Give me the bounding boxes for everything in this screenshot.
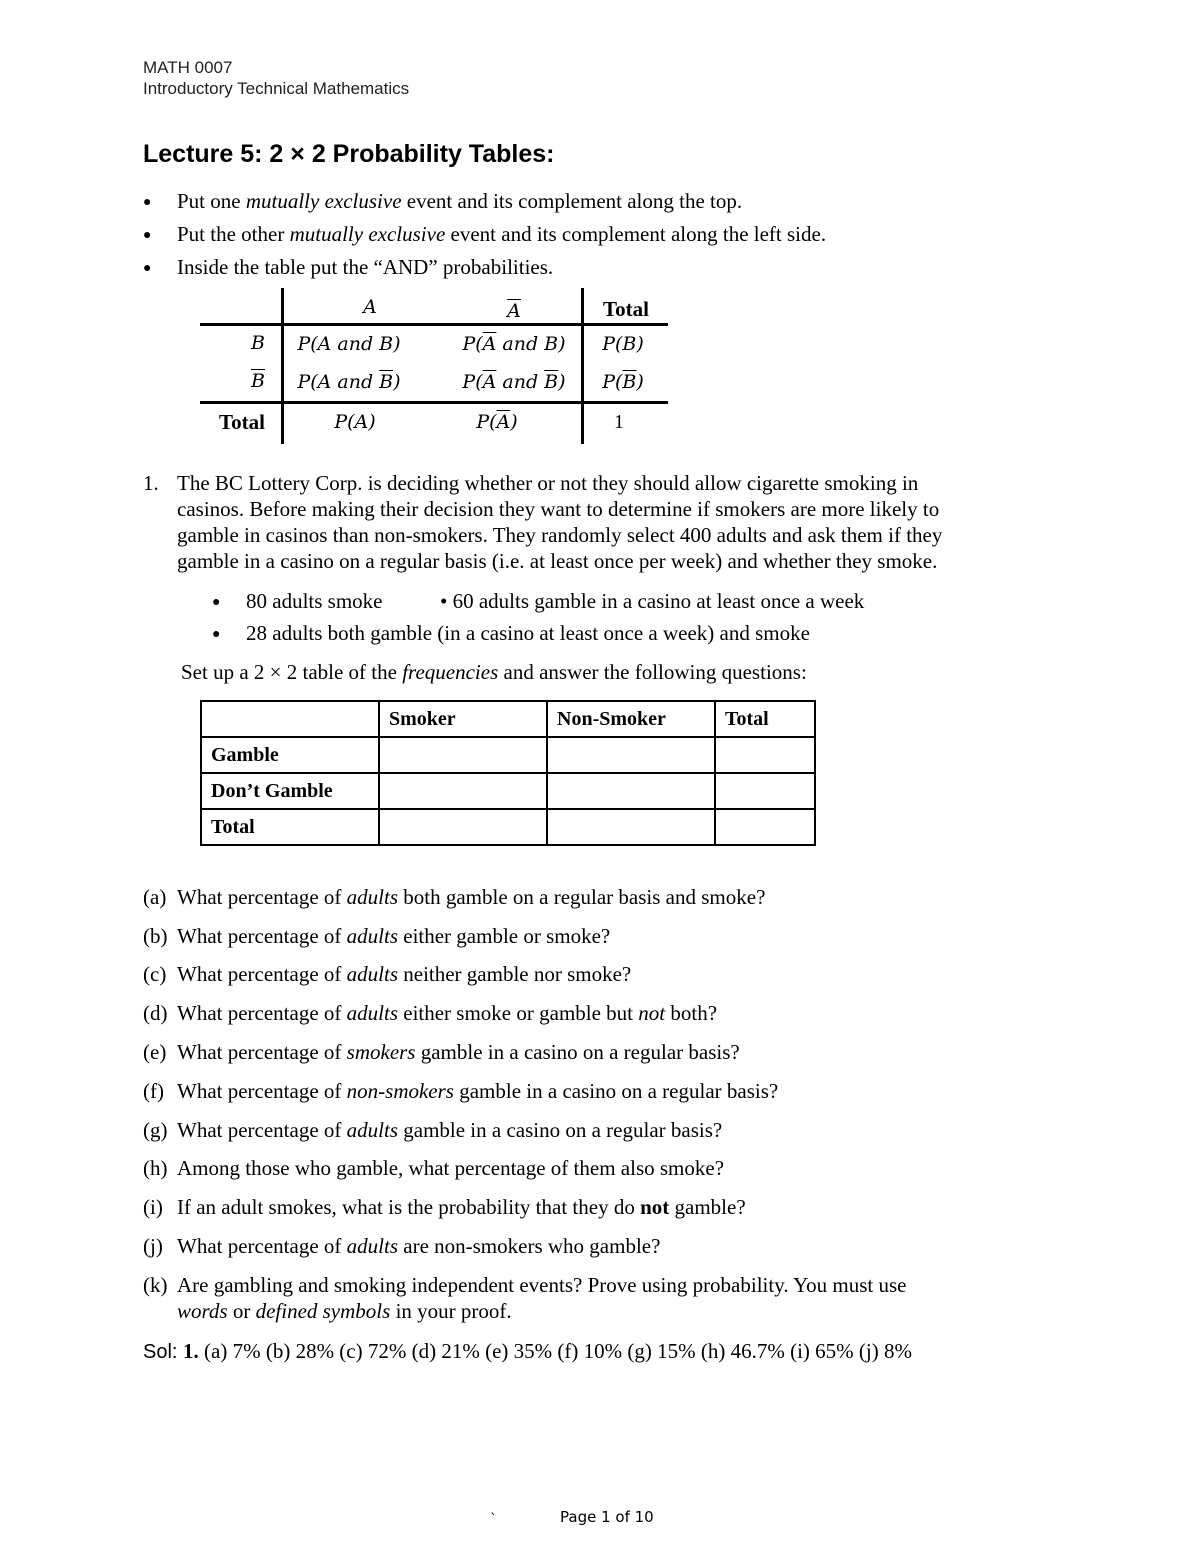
bullet-emphasis: mutually exclusive	[289, 222, 446, 246]
col-header-a-complement: $\overline{A}$	[507, 300, 521, 322]
cell-p-a-and-bbar: P(A and $\overline{B}$)	[297, 371, 401, 393]
cell-p-abar: $P(\overline{A})$	[476, 411, 518, 433]
bullet-emphasis: mutually exclusive	[245, 189, 402, 213]
question-emphasis: adults	[346, 1001, 398, 1025]
col-header-total: Total	[715, 701, 815, 737]
question-text: either smoke or gamble but	[398, 1001, 639, 1025]
solution-number: 1.	[183, 1339, 199, 1363]
bullet-dot-icon: ●	[212, 627, 221, 642]
question-text: What percentage of	[177, 1079, 347, 1103]
row-header-total: Total	[201, 809, 379, 845]
fact-item	[212, 620, 1072, 652]
question-text: or	[227, 1299, 256, 1323]
question-emphasis: non-smokers	[346, 1079, 454, 1103]
question-text: gamble in a casino on a regular basis?	[453, 1079, 779, 1103]
table-cell	[547, 773, 715, 809]
cell-p-a: P(A)	[334, 411, 376, 433]
table-divider	[200, 401, 668, 404]
table-divider	[281, 288, 284, 444]
footer-tick: `	[490, 1512, 497, 1528]
question-continuation	[177, 1298, 512, 1324]
bullet-text: Put the other	[177, 222, 290, 246]
question-label: (b)	[143, 924, 168, 948]
fact-item	[212, 588, 1072, 620]
row-header-dont-gamble: Don’t Gamble	[201, 773, 379, 809]
col-header-non-smoker: Non-Smoker	[547, 701, 715, 737]
problem-facts	[212, 588, 1072, 652]
question-item	[143, 1272, 906, 1298]
question-emphasis: adults	[346, 1234, 398, 1258]
question-text: neither gamble nor smoke?	[398, 962, 632, 986]
question-item	[143, 1000, 717, 1026]
course-subtitle: Introductory Technical Mathematics	[143, 79, 410, 98]
question-label: (k)	[143, 1273, 168, 1297]
setup-text: and answer the following questions:	[498, 660, 807, 684]
cell-p-b: P(B)	[602, 333, 644, 355]
row-header-b: B	[251, 332, 265, 354]
question-text: gamble in a casino on a regular basis?	[415, 1040, 740, 1064]
question-emphasis: smokers	[346, 1040, 416, 1064]
question-label: (d)	[143, 1001, 168, 1025]
solution-prefix: Sol:	[143, 1341, 184, 1363]
page-number: Page 1 of 10	[560, 1508, 654, 1526]
bullet-text: event and its complement along the top.	[401, 189, 743, 213]
question-text: Are gambling and smoking independent events? Prove using probability. You must use	[177, 1273, 907, 1297]
cell-p-abar-and-b: $P(\overline{A}$ and B)	[462, 333, 566, 355]
question-emphasis: adults	[346, 962, 398, 986]
cell-one: 1	[614, 411, 624, 433]
bullet-item	[143, 221, 1043, 254]
question-text: are non-smokers who gamble?	[398, 1234, 661, 1258]
cell-p-bbar: $P(\overline{B})$	[602, 371, 644, 393]
question-item	[143, 1233, 660, 1259]
question-text: Among those who gamble, what percentage of them also smoke?	[177, 1156, 725, 1180]
table-divider	[581, 288, 584, 444]
fact-text: 80 adults smoke	[246, 589, 383, 613]
col-header-a: A	[363, 296, 377, 318]
problem-line: gamble in a casino on a regular basis (i.e. at least once per week) and whether they smoke.	[177, 549, 938, 573]
question-emphasis: defined symbols	[255, 1299, 391, 1323]
question-label: (i)	[143, 1195, 163, 1219]
question-text: What percentage of	[177, 1118, 347, 1142]
question-label: (c)	[143, 962, 167, 986]
row-header-gamble: Gamble	[201, 737, 379, 773]
bullet-dot-icon: ●	[143, 195, 152, 210]
cell-p-abar-and-bbar: $P(\overline{A}$ and $\overline{B}$)	[462, 371, 566, 393]
question-text: both gamble on a regular basis and smoke?	[398, 885, 766, 909]
table-corner-cell	[201, 701, 379, 737]
bullet-text: event and its complement along the left side.	[445, 222, 827, 246]
question-emphasis: adults	[346, 1118, 398, 1142]
question-text: gamble?	[669, 1195, 746, 1219]
question-item	[143, 961, 631, 987]
question-label: (h)	[143, 1156, 168, 1180]
table-cell	[379, 773, 547, 809]
question-text: either gamble or smoke?	[398, 924, 611, 948]
probability-table	[200, 288, 670, 444]
question-label: (g)	[143, 1118, 168, 1142]
bullet-dot-icon: ●	[212, 595, 221, 610]
intro-bullets	[143, 188, 1043, 287]
setup-emphasis: frequencies	[402, 660, 499, 684]
question-item	[143, 1078, 778, 1104]
col-header-total: Total	[603, 297, 649, 321]
bullet-item	[143, 188, 1043, 221]
col-header-smoker: Smoker	[379, 701, 547, 737]
table-cell	[715, 809, 815, 845]
course-code: MATH 0007	[143, 58, 233, 77]
question-item	[143, 923, 610, 949]
table-cell	[547, 737, 715, 773]
bullet-dot-icon: ●	[143, 261, 152, 276]
bullet-text: Inside the table put the “AND” probabilities.	[177, 255, 554, 279]
table-divider	[200, 323, 668, 326]
problem-number: 1.	[143, 471, 159, 495]
question-text: in your proof.	[390, 1299, 512, 1323]
problem-line: casinos. Before making their decision they want to determine if smokers are more likely to	[177, 497, 940, 521]
question-emphasis: adults	[346, 885, 398, 909]
setup-text: Set up a 2 × 2 table of the	[181, 660, 403, 684]
question-text: both?	[665, 1001, 718, 1025]
question-item	[143, 1155, 724, 1181]
solution-line	[143, 1338, 912, 1365]
table-cell	[379, 737, 547, 773]
question-bold: not	[640, 1195, 670, 1219]
table-cell	[715, 737, 815, 773]
question-text: gamble in a casino on a regular basis?	[398, 1118, 723, 1142]
question-text: What percentage of	[177, 962, 347, 986]
bullet-dot-icon: ●	[143, 228, 152, 243]
question-item	[143, 1117, 722, 1143]
cell-p-a-and-b: P(A and B)	[297, 333, 401, 355]
question-label: (f)	[143, 1079, 164, 1103]
question-text: What percentage of	[177, 1001, 347, 1025]
question-item	[143, 1039, 740, 1065]
problem-line: The BC Lottery Corp. is deciding whether or not they should allow cigarette smoking in	[177, 471, 919, 495]
question-label: (j)	[143, 1234, 163, 1258]
bullet-item	[143, 254, 1043, 287]
question-item	[143, 1194, 746, 1220]
question-emphasis: not	[638, 1001, 666, 1025]
problem-line: gamble in casinos than non-smokers. They randomly select 400 adults and ask them if they	[177, 523, 943, 547]
question-text: What percentage of	[177, 1234, 347, 1258]
row-header-total: Total	[219, 410, 265, 434]
table-cell	[715, 773, 815, 809]
question-emphasis: adults	[346, 924, 398, 948]
solution-answers: (a) 7% (b) 28% (c) 72% (d) 21% (e) 35% (f) 10% (g) 15% (h) 46.7% (i) 65% (j) 8%	[198, 1339, 912, 1363]
question-label: (e)	[143, 1040, 167, 1064]
fact-text: 28 adults both gamble (in a casino at least once a week) and smoke	[246, 621, 810, 645]
lecture-title: Lecture 5: 2 × 2 Probability Tables:	[143, 140, 555, 168]
setup-instruction	[181, 659, 807, 685]
question-text: What percentage of	[177, 924, 347, 948]
question-text: What percentage of	[177, 885, 347, 909]
bullet-text: Put one	[177, 189, 246, 213]
table-cell	[547, 809, 715, 845]
question-item	[143, 884, 765, 910]
row-header-b-complement: $\overline{B}$	[251, 370, 265, 392]
frequency-table	[200, 700, 816, 846]
table-cell	[379, 809, 547, 845]
question-emphasis: words	[177, 1299, 228, 1323]
question-text: If an adult smokes, what is the probability that they do	[177, 1195, 641, 1219]
problem-text	[177, 470, 1077, 574]
question-label: (a)	[143, 885, 167, 909]
fact-text: • 60 adults gamble in a casino at least once a week	[440, 589, 865, 613]
question-text: What percentage of	[177, 1040, 347, 1064]
